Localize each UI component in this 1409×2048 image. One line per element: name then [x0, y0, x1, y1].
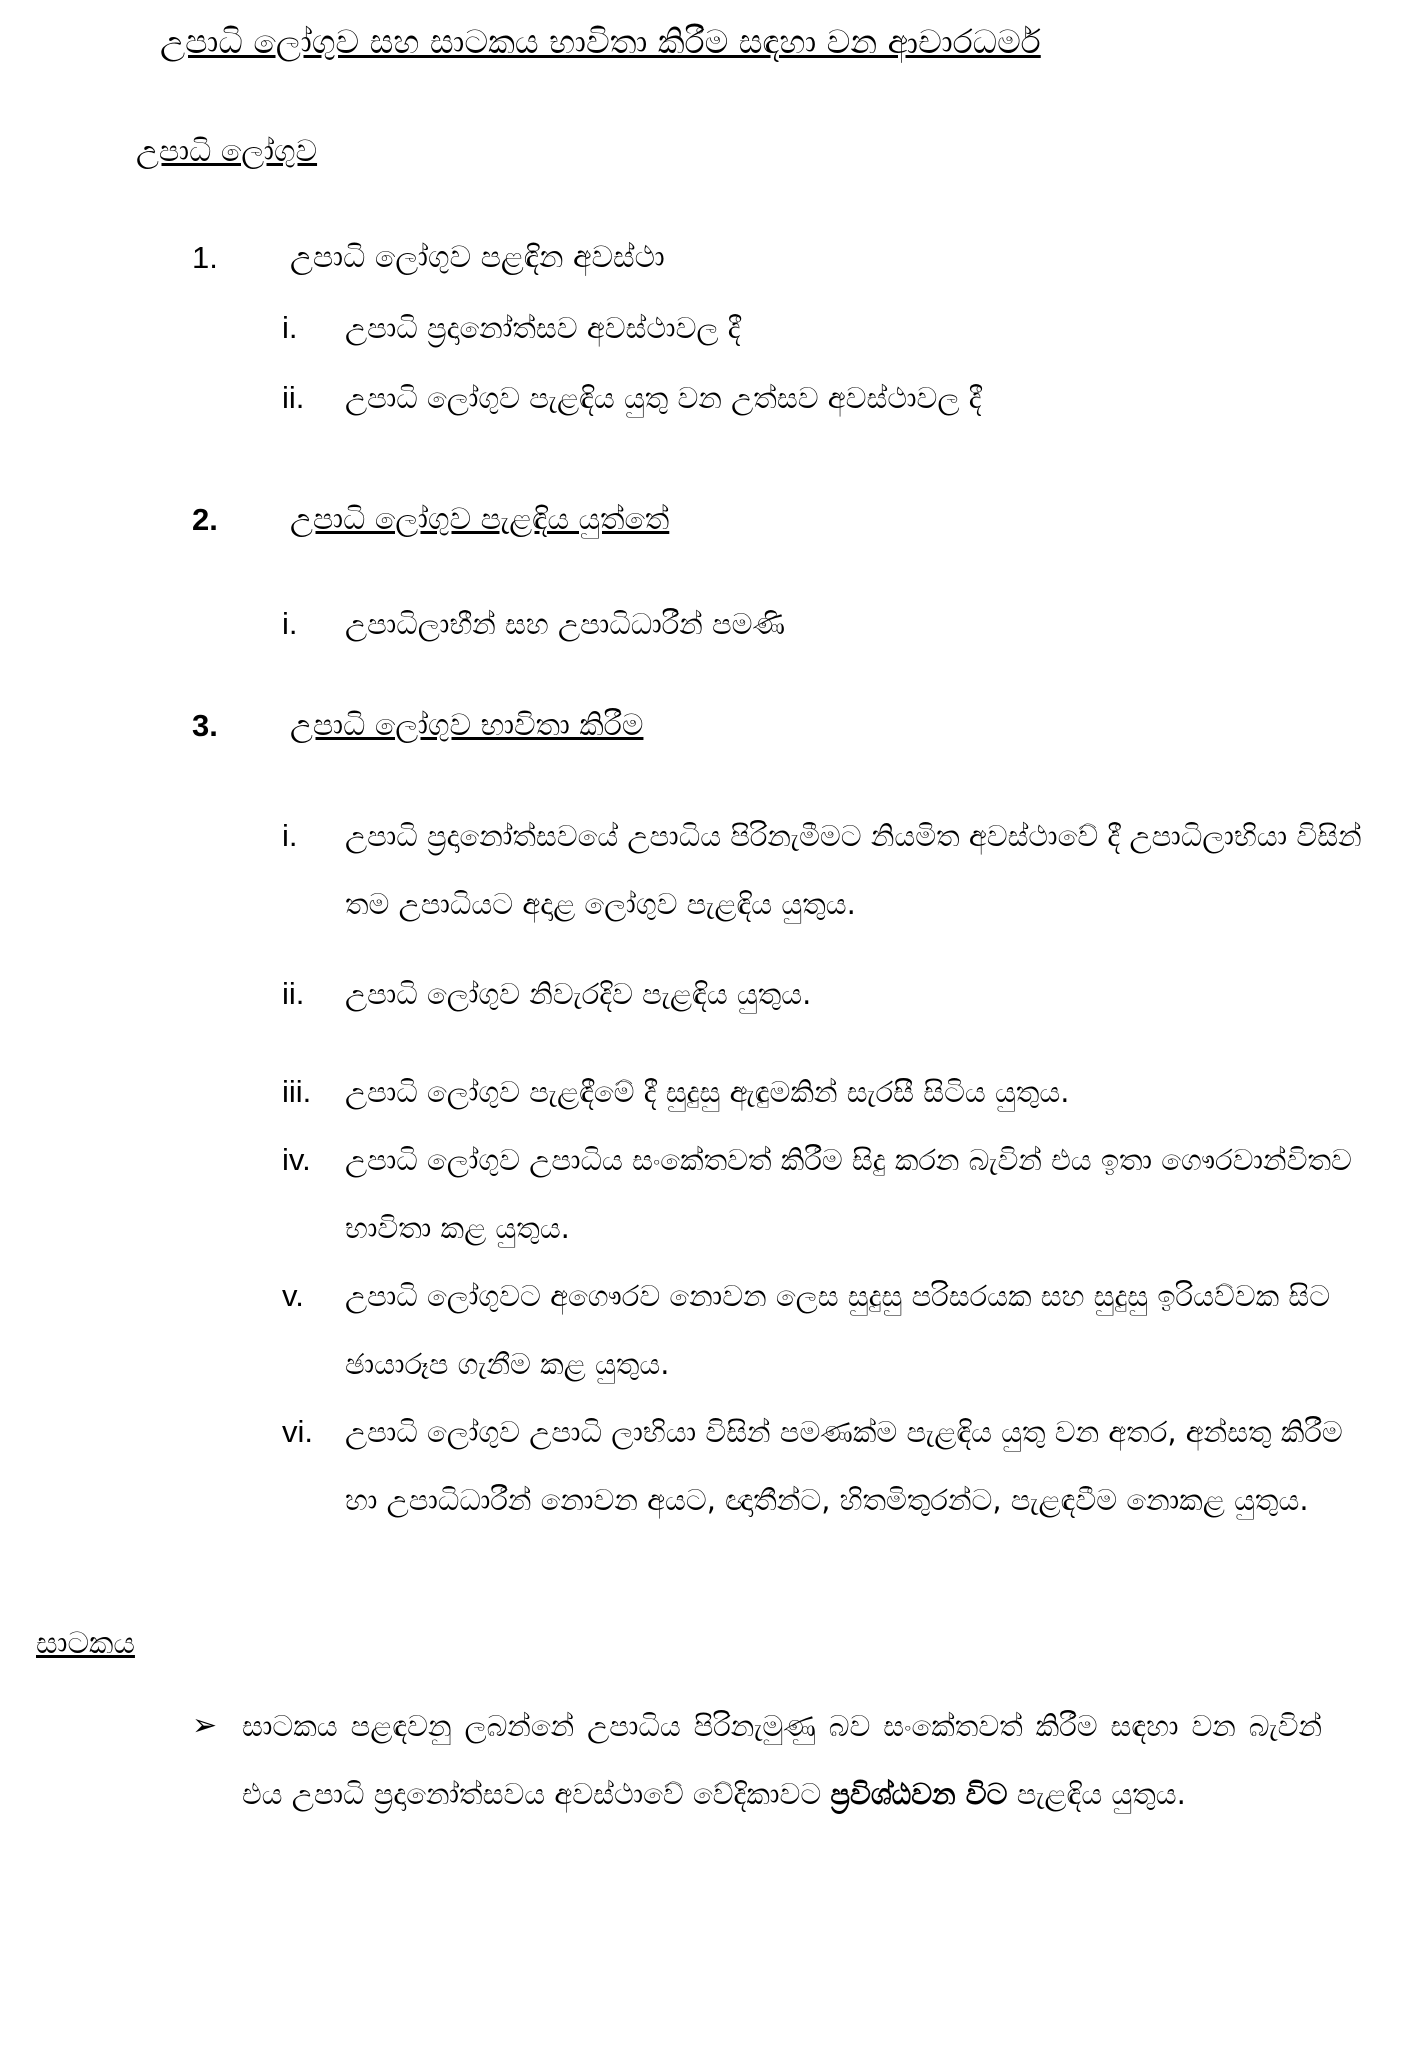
subitem-text: උපාධි ලෝගුව පැළඳීමේ දී සුදුසු ඇඳුමකින් සැරසී සිටිය යුතුය. [345, 1075, 1070, 1109]
subitem-numeral: v. [282, 1278, 304, 1313]
subitem-numeral: ii. [282, 380, 305, 415]
subitem-text: උපාධි ලෝගුව පැළඳිය යුතු වන උත්සව අවස්ථාවල දී [345, 381, 982, 415]
subitem-numeral: iii. [282, 1074, 312, 1109]
item-heading: උපාධි ලෝගුව පැළඳිය යුත්තේ [290, 502, 670, 537]
subitem-text: උපාධි ලෝගුවට අගෞරව නොවන ලෙස සුදුසු පරිසරයක සහ සුදුසු ඉරියව්වක සිට ඡායාරූප ගැනීම කළ යුතුය. [345, 1279, 1331, 1381]
paragraph-bold-text: ප්‍රවිශ්ඨවන විට [830, 1777, 1008, 1811]
subitem-numeral: vi. [282, 1414, 313, 1449]
document-title: උපාධි ලෝගුව සහ සාටකය භාවිතා කිරීම සඳහා වන ආචාරධර්ම [160, 22, 1041, 61]
item-number: 1. [192, 240, 218, 275]
item-number: 2. [192, 502, 218, 537]
subitem-numeral: i. [282, 818, 298, 853]
subitem-text: උපාධි ලෝගුව උපාධි ලාභියා විසින් පමණක්ම පැළඳිය යුතු වන අතර, අන්සතු කිරීම හා උපාධිධාරීන් නොවන අයට, ඥාතීන්ට, හිතමිතුරන්ට, පැළඳවීම නොකළ යුතුය. [345, 1415, 1343, 1517]
subitem-text: උපාධි ලෝගුව උපාධිය සංකේතවත් කිරීම සිදු කරන බැවින් එය ඉතා ගෞරවාන්විතව භාවිතා කළ යුතුය. [345, 1143, 1352, 1245]
section-heading-gown: උපාධි ලෝගුව [136, 134, 318, 169]
item-heading: උපාධි ලෝගුව පළඳින අවස්ථා [290, 240, 665, 275]
subitem-text: උපාධි ප්‍රදානෝත්සව අවස්ථාවල දී [345, 311, 741, 345]
subitem-text: උපාධි ලෝගුව නිවැරදිව පැළඳිය යුතුය. [345, 977, 812, 1011]
paragraph-text: පැළඳිය යුතුය. [1007, 1777, 1186, 1811]
subitem-numeral: i. [282, 606, 298, 641]
subitem-numeral: iv. [282, 1142, 311, 1177]
paragraph-text: සාටකය පළඳවනු ලබන්නේ උපාධිය පිරිනැමුණු බව සංකේතවත් කිරීම සඳහා වන බැවින් එය උපාධි ප්‍රදානෝත්සවය අවස්ථාවේ වේදිකාවට [242, 1709, 1322, 1811]
subitem-numeral: i. [282, 310, 298, 345]
item-number: 3. [192, 708, 218, 743]
subitem-text: උපාධි ප්‍රදානෝත්සවයේ උපාධිය පිරිනැමීමට නියමිත අවස්ථාවේ දී උපාධිලාභියා විසින් තම උපාධියට අදාළ ලෝගුව පැළඳිය යුතුය. [345, 819, 1362, 921]
item-heading: උපාධි ලෝගුව භාවිතා කිරීම [290, 708, 644, 743]
bullet-paragraph [242, 1692, 1322, 1828]
section-heading-sash: සාටකය [36, 1626, 135, 1661]
subitem-text: උපාධිලාභීන් සහ උපාධිධාරීන් පමණි [345, 607, 786, 641]
subitem-numeral: ii. [282, 976, 305, 1011]
arrow-bullet-icon: ➢ [192, 1708, 218, 1743]
